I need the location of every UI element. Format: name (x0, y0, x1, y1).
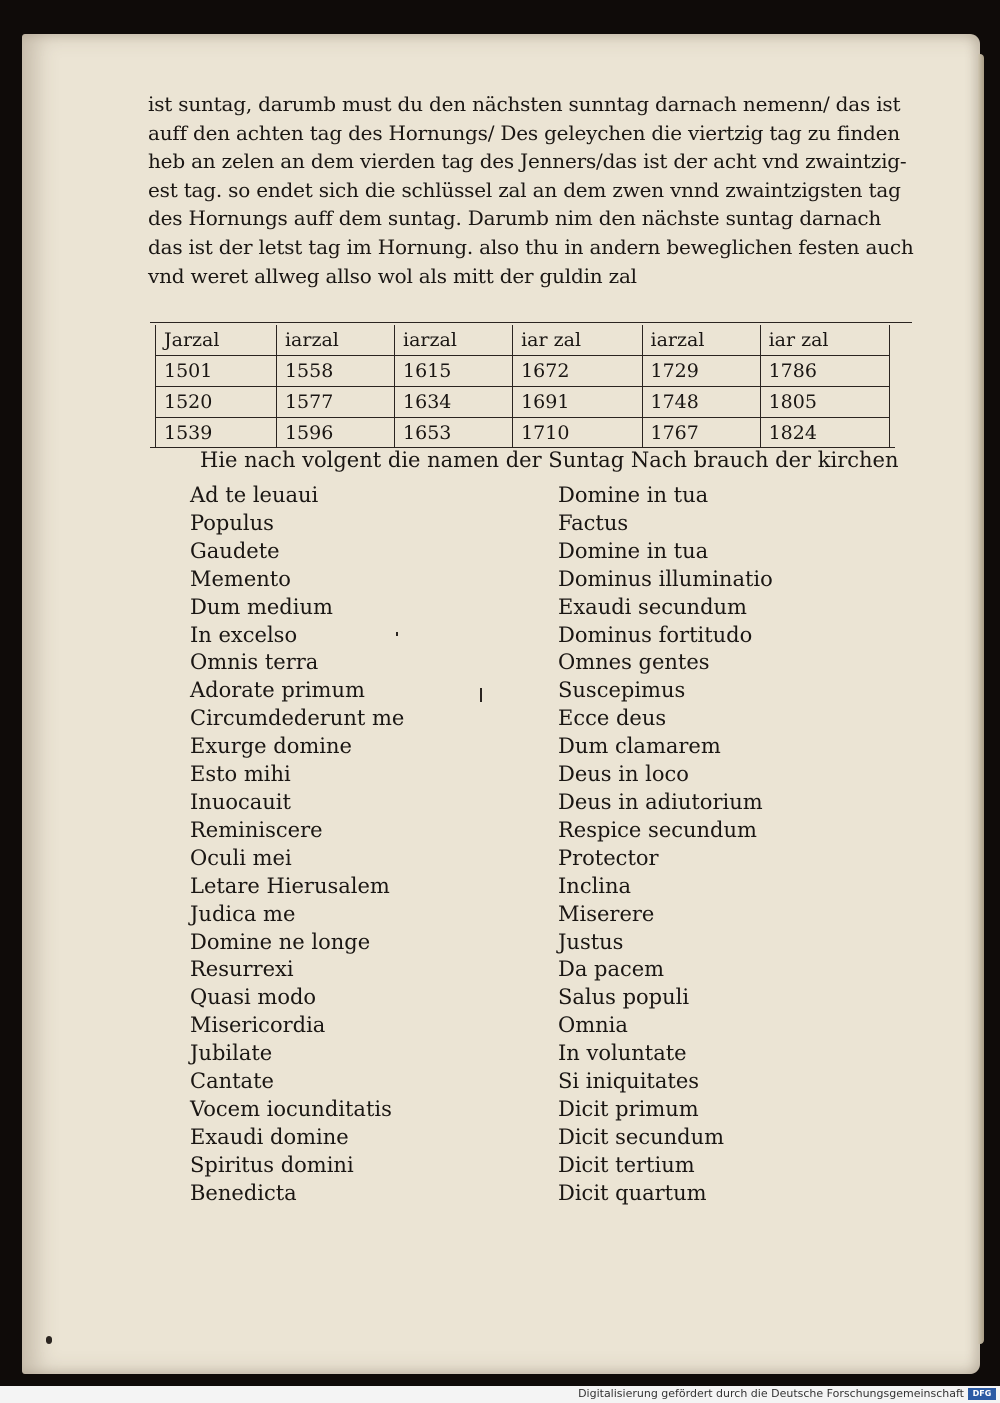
footer-credit: Digitalisierung gefördert durch die Deutsche Forschungsgemeinschaft (578, 1387, 964, 1400)
dfg-logo: DFG (968, 1388, 996, 1400)
sunday-name-entry: Vocem iocunditatis (190, 1096, 392, 1121)
sunday-name-entry: Adorate primum (190, 678, 365, 703)
year-cell: 1634 (395, 387, 513, 418)
table-top-rule (150, 322, 912, 323)
sunday-name-entry: Miserere (558, 901, 655, 926)
year-cell: 1824 (760, 418, 889, 449)
sunday-name-entry: Dum medium (190, 594, 333, 619)
sunday-name-entry: In voluntate (558, 1041, 687, 1066)
section-heading: Hie nach volgent die namen der Suntag Nach brauch der kirchen (200, 448, 899, 472)
sunday-name-entry: Suscepimus (558, 678, 686, 703)
year-cell: 1501 (156, 356, 277, 387)
year-cell: 1539 (156, 418, 277, 449)
sunday-name-entry: Omnes gentes (558, 650, 710, 675)
year-column-header: iar zal (760, 325, 889, 356)
year-cell: 1710 (513, 418, 642, 449)
sunday-name-entry: Domine ne longe (190, 929, 371, 954)
sunday-name-entry: Benedicta (190, 1180, 297, 1205)
sunday-names-left-column (190, 482, 404, 1208)
sunday-name-entry: Omnia (558, 1013, 628, 1038)
paragraph-line: des Hornungs auff dem suntag. Darumb nim den nächste suntag darnach (148, 206, 882, 231)
paragraph-line: est tag. so endet sich die schlüssel zal an dem zwen vnnd zwaintzigsten tag (148, 177, 901, 202)
sunday-name-entry: Exurge domine (190, 734, 352, 759)
paragraph-line: heb an zelen an dem vierden tag des Jenners/das ist der acht vnd zwaintzig- (148, 149, 907, 174)
sunday-name-entry: Dominus illuminatio (558, 566, 773, 591)
sunday-name-entry: Inclina (558, 873, 632, 898)
sunday-name-entry: Protector (558, 845, 659, 870)
paragraph-line: ist suntag, darumb must du den nächsten sunntag darnach nemenn/ das ist (148, 92, 901, 116)
sunday-name-entry: Cantate (190, 1069, 274, 1094)
sunday-name-entry: Dicit secundum (558, 1124, 725, 1149)
sunday-name-entry: Da pacem (558, 957, 665, 982)
sunday-name-entry: Deus in adiutorium (558, 789, 763, 814)
digitization-footer (0, 1386, 1000, 1403)
sunday-name-entry: Exaudi secundum (558, 594, 747, 619)
year-cell: 1729 (642, 356, 760, 387)
paragraph-line: auff den achten tag des Hornungs/ Des geleychen die viertzig tag zu finden (148, 120, 900, 145)
year-cell: 1615 (395, 356, 513, 387)
year-column-header: iar zal (513, 325, 642, 356)
sunday-name-entry: Deus in loco (558, 762, 689, 787)
sunday-name-entry: Spiritus domini (190, 1152, 354, 1177)
year-column-header: iarzal (642, 325, 760, 356)
sunday-name-entry: Domine in tua (558, 483, 709, 507)
sunday-name-entry: Jubilate (190, 1041, 273, 1066)
sunday-name-entry: Si iniquitates (558, 1069, 700, 1094)
sunday-name-entry: Dicit quartum (558, 1180, 707, 1205)
year-column-header: iarzal (395, 325, 513, 356)
sunday-name-entry: Esto mihi (190, 762, 291, 787)
paragraph-line: das ist der letst tag im Hornung. also thu in andern beweglichen festen auch (148, 234, 914, 259)
ink-speck (396, 632, 398, 636)
sunday-name-entry: Oculi mei (190, 845, 292, 870)
year-cell: 1520 (156, 387, 277, 418)
sunday-name-entry: Gaudete (190, 538, 280, 563)
year-cell: 1558 (276, 356, 394, 387)
sunday-name-entry: Quasi modo (190, 985, 317, 1010)
sunday-name-entry: Exaudi domine (190, 1124, 349, 1149)
sunday-name-entry: Justus (558, 929, 624, 954)
sunday-name-entry: Misericordia (190, 1013, 326, 1038)
year-column-header: iarzal (276, 325, 394, 356)
sunday-name-entry: Domine in tua (558, 538, 709, 563)
year-cell: 1691 (513, 387, 642, 418)
ink-speck (480, 688, 482, 702)
year-table-header (156, 325, 890, 356)
sunday-names-right-column (558, 482, 773, 1208)
sunday-name-entry: Dicit tertium (558, 1152, 695, 1177)
table-row (156, 387, 890, 418)
sunday-name-entry: Ecce deus (558, 706, 667, 731)
sunday-name-entry: Letare Hierusalem (190, 873, 390, 898)
year-cell: 1672 (513, 356, 642, 387)
sunday-name-entry: Judica me (190, 901, 296, 926)
sunday-name-entry: Reminiscere (190, 817, 323, 842)
sunday-name-entry: Salus populi (558, 985, 690, 1010)
sunday-name-entry: Dicit primum (558, 1096, 699, 1121)
sunday-name-entry: In excelso (190, 622, 298, 647)
sunday-name-entry: Inuocauit (190, 789, 291, 814)
year-cell: 1748 (642, 387, 760, 418)
year-cell: 1577 (276, 387, 394, 418)
year-table (155, 325, 890, 448)
sunday-name-entry: Dum clamarem (558, 734, 721, 759)
year-column-header: Jarzal (156, 325, 277, 356)
intro-paragraph (148, 90, 914, 290)
sunday-name-entry: Omnis terra (190, 650, 319, 675)
sunday-name-entry: Circumdederunt me (190, 706, 405, 731)
year-cell: 1805 (760, 387, 889, 418)
sunday-name-entry: Ad te leuaui (190, 483, 319, 507)
ink-speck (46, 1336, 52, 1344)
sunday-name-entry: Memento (190, 566, 291, 591)
table-row (156, 356, 890, 387)
table-row (156, 418, 890, 449)
sunday-name-entry: Dominus fortitudo (558, 622, 753, 647)
year-cell: 1596 (276, 418, 394, 449)
page-edge (978, 54, 984, 1344)
sunday-name-entry: Factus (558, 510, 629, 535)
year-cell: 1653 (395, 418, 513, 449)
paragraph-line: vnd weret allweg allso wol als mitt der guldin zal (148, 263, 637, 288)
sunday-name-entry: Respice secundum (558, 817, 757, 842)
year-cell: 1786 (760, 356, 889, 387)
sunday-name-entry: Populus (190, 510, 274, 535)
year-cell: 1767 (642, 418, 760, 449)
sunday-name-entry: Resurrexi (190, 957, 294, 982)
